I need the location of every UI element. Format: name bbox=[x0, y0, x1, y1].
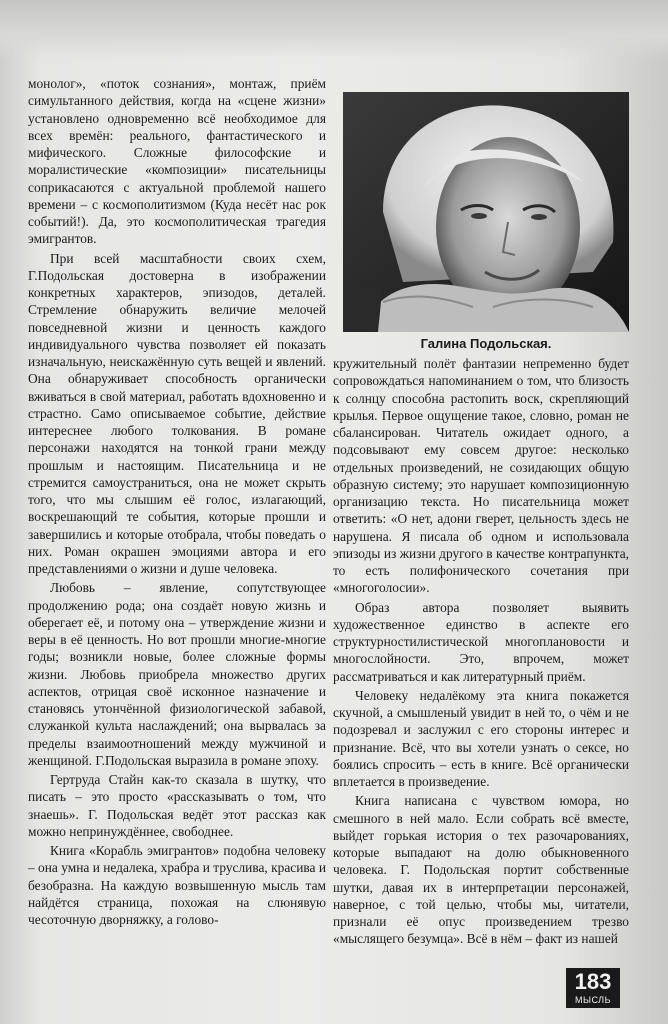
author-portrait-photo bbox=[343, 92, 629, 332]
top-page-shadow bbox=[0, 0, 668, 60]
paragraph: Гертруда Стайн как-то сказала в шутку, что писать – это просто «рассказывать о том, что знаешь». Г. Подольская ведёт этот рассказ как можно непринуждённее, свободнее. bbox=[28, 772, 326, 839]
paragraph: Образ автора позволяет выявить художественное единство в аспекте его структурностилистической многоплановости и многослойности. Это, впрочем, может рассматриваться и как литературный приём. bbox=[333, 599, 629, 684]
paragraph: Человеку недалёкому эта книга покажется скучной, а смышленый увидит в ней то, о чём и не подозревал и заслужил с его стороны интерес и признание. Всё, что вы хотели узнать о сексе, но боялись спросить – есть в книге. Всё органически вплетается в произведение. bbox=[333, 687, 629, 789]
paragraph: Книга «Корабль эмигрантов» подобна человеку – она умна и недалека, храбра и труслива, красива и безобразна. На каждую возвышенную мысль там найдётся страница, похожая на слюнявую чесоточную дворняжку, а голово- bbox=[28, 843, 326, 927]
paragraph: При всей масштабности своих схем, Г.Подольская достоверна в изображении конкретных характеров, эпизодов, деталей. Стремление обнаружить величие мелочей повседневной жизни и ценность каждого индивидуального чувства позволяет ей показать изначальную, неискажённую суть вещей и явлений. Она обнаруживает способность органически вживаться в свой материал, работать вдохновенно и страстно. Само описываемое событие, действие интереснее любого толкования. В романе персонажи находятся на тонкой грани между прошлым и настоящим. Писательница и не стремится самоустраниться, она не может скрыть того, что мы слышим её голос, излагающий, воскрешающий те события, которые прошли и завершились и которые отобрала, чтобы поведать о них. Роман окрашен эмоциями автора и его представлениями о жизни и душе человека. bbox=[28, 250, 326, 576]
paragraph: кружительный полёт фантазии непременно будет сопровождаться напоминанием о том, что близость к солнцу способна растопить воск, скрепляющий крылья. Первое ощущение такое, словно, роман не сбалансирован. Читатель ожидает одного, а подсовывают ему совсем другое: несколько отдельных произведений, не созидающих общую образную систему; это нарушает композиционную организацию текста. Но писательница может ответить: «О нет, адони гверет, цельность здесь не нарушена. Я писала об одном и использовала эпизоды из жизни другого в качестве контрапункта, то есть полифонического сочетания при «многоголосии». bbox=[333, 356, 629, 596]
photo-caption: Галина Подольская. bbox=[420, 336, 552, 351]
right-text-column bbox=[333, 355, 629, 948]
paragraph: монолог», «поток сознания», монтаж, приём симультанного действия, когда на «сцене жизни» установлено одновременно всё необходимое для всех времён: реального, фантастического и мифического. Сложные философские и моралистические «композиции» писательницы соприкасаются с актуальной проблемой нашего времени – с космополитизмом (Куда несёт нас рок событий!). Да, это космополитическая трагедия эмигрантов. bbox=[28, 76, 326, 247]
left-text-column bbox=[28, 75, 326, 928]
page-number: 183 bbox=[574, 969, 612, 994]
paragraph: Книга написана с чувством юмора, но смешного в ней мало. Если собрать всё вместе, выйдет горькая история о тех разочарованиях, которые выпадают на долю обыкновенного человека. Г. Подольская портит собственные шутки, давая их в интерпретации персонажей, наверное, с той целью, чтобы мы, читатели, признали её опус произведением трезво «мыслящего безумца». Всё в нём – факт из нашей bbox=[333, 793, 629, 947]
magazine-name: МЫСЛЬ bbox=[575, 995, 611, 1005]
paragraph: Любовь – явление, сопутствующее продолжению рода; она создаёт новую жизнь и оберегает её, и потому она – утверждение жизни и веры в её ценность. Но вот прошли многие-многие годы; возникли новые, более сложные формы жизни. Любовь приобрела множество других аспектов, отрицая своё исконное назначение и становясь утончённой физиологической забавой, служанкой культа наслаждений; она вырвалась за пределы взаимоотношений между мужчиной и женщиной. Г.Подольская выразила в романе эпоху. bbox=[28, 580, 326, 768]
page-number-badge bbox=[566, 968, 620, 1008]
portrait-illustration bbox=[343, 92, 629, 332]
